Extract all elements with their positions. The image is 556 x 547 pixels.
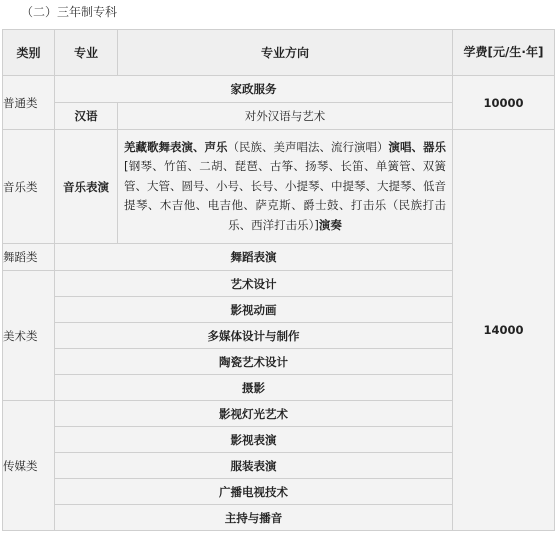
direction-duiwai: 对外汉语与艺术 — [118, 103, 453, 130]
direction-meishu: 多媒体设计与制作 — [55, 323, 453, 349]
header-direction: 专业方向 — [118, 30, 453, 76]
header-fee-label: 学费[元/生·年] — [463, 45, 544, 59]
direction-meishu: 艺术设计 — [55, 271, 453, 297]
direction-wudao: 舞蹈表演 — [55, 244, 453, 271]
music-part-2: （民族、美声唱法、流行演唱） — [227, 139, 389, 154]
music-part-3: 演唱、器乐 — [388, 139, 446, 154]
direction-yinyue — [118, 130, 453, 244]
table-row — [3, 76, 555, 103]
direction-meishu: 陶瓷艺术设计 — [55, 349, 453, 375]
header-fee — [453, 30, 555, 76]
direction-meishu: 影视动画 — [55, 297, 453, 323]
direction-chuanmei: 主持与播音 — [55, 505, 453, 531]
category-wudao: 舞蹈类 — [3, 244, 55, 271]
direction-chuanmei: 影视灯光艺术 — [55, 401, 453, 427]
direction-chuanmei: 广播电视技术 — [55, 479, 453, 505]
category-putong: 普通类 — [3, 76, 55, 130]
direction-chuanmei: 影视表演 — [55, 427, 453, 453]
direction-meishu: 摄影 — [55, 375, 453, 401]
music-part-5: 演奏 — [318, 217, 342, 232]
section-heading: （二）三年制专科 — [21, 5, 118, 19]
major-yinyue: 音乐表演 — [55, 130, 118, 244]
category-meishu: 美术类 — [3, 271, 55, 401]
header-major: 专业 — [55, 30, 118, 76]
category-yinyue: 音乐类 — [3, 130, 55, 244]
direction-chuanmei: 服装表演 — [55, 453, 453, 479]
table-header-row — [3, 30, 555, 76]
music-part-4: [钢琴、竹笛、二胡、琵琶、古筝、扬琴、长笛、单簧管、双簧管、大管、圆号、小号、长号、小提琴、中提琴、大提琴、低音提琴、木吉他、电吉他、萨克斯、爵士鼓、打击乐（民族打击乐、西洋打击乐）] — [124, 159, 446, 232]
category-chuanmei: 传媒类 — [3, 401, 55, 531]
fee-art: 14000 — [453, 130, 555, 531]
music-direction-text — [118, 135, 452, 239]
major-hanyu: 汉语 — [55, 103, 118, 130]
fee-putong: 10000 — [453, 76, 555, 130]
tuition-table — [2, 29, 555, 531]
table-row — [3, 130, 555, 244]
direction-jiazheng: 家政服务 — [55, 76, 453, 103]
music-part-1: 羌藏歌舞表演、声乐 — [124, 139, 228, 154]
header-category: 类别 — [3, 30, 55, 76]
